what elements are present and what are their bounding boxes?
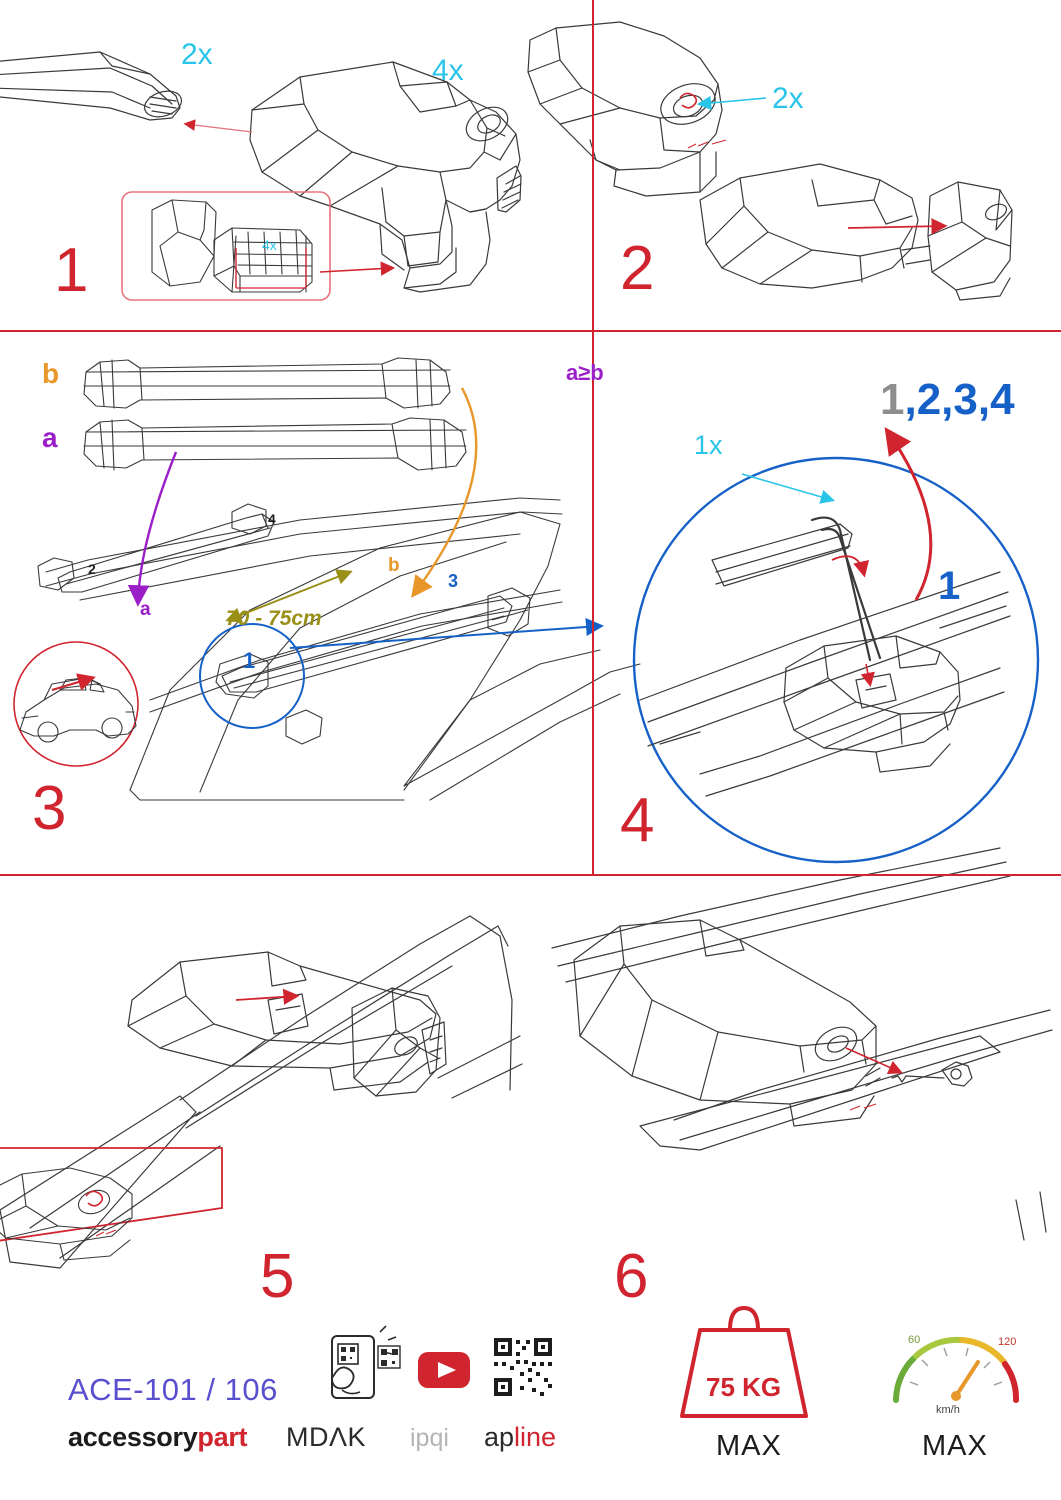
section-divider-v1 [592,330,594,874]
label-a-ge-b: a≥b [566,360,604,385]
zoom-circle-step3 [200,624,304,728]
label-pos-4: 4 [268,511,276,527]
section-divider-2 [0,874,1061,876]
lock-mark [680,93,696,107]
brand-accessory-text: accessory [68,1422,198,1452]
speed-unit-label: km/h [936,1404,960,1416]
label-bar-a: a [42,422,58,453]
brand-part-text: part [197,1422,248,1452]
car-direction-inset [14,642,138,766]
brand-ipqi: ipqi [410,1424,449,1452]
section-divider-v2 [592,0,594,330]
gauge-tick-60: 60 [908,1334,921,1346]
label-a-roof: a [140,599,151,620]
callout-box-step1 [122,192,330,300]
label-b-roof: b [388,555,400,576]
brand-apline [484,1422,556,1453]
label-bar-b: b [42,358,60,389]
qr-code-icon [494,1338,552,1396]
step-number-3: 3 [32,774,68,843]
step-number-5: 5 [260,1242,296,1311]
youtube-icon [418,1352,470,1388]
step-number-4: 4 [620,786,656,855]
label-sequence [880,375,1015,424]
sequence-arrow [888,432,931,600]
assembly-arrow-step2 [848,226,944,228]
label-step4-one: 1 [938,564,961,608]
label-2x-rail: 2x [181,38,213,71]
label-2x-lock: 2x [772,82,804,115]
zoom-arrow [290,626,600,648]
callout-box-step5 [0,1148,222,1242]
max-weight-value: 75 KG [706,1372,782,1402]
label-4x-foot: 4x [432,54,464,87]
brand-ap-text: ap [484,1422,515,1452]
step-number-6: 6 [614,1242,650,1311]
label-1x-lever: 1x [694,430,723,460]
label-4x-insert: 4x [262,237,277,253]
qr-phone-icon [332,1326,400,1398]
brand-accessorypart [68,1422,247,1453]
label-pos-2: 2 [88,561,96,577]
speedometer-icon [896,1340,1016,1401]
max-speed-caption: MAX [922,1430,988,1462]
gauge-tick-120: 120 [998,1336,1017,1348]
product-code: ACE-101 / 106 [68,1372,278,1407]
label-distance: 70 - 75cm [226,607,322,630]
brand-line-text: line [514,1422,557,1452]
step-number-1: 1 [54,236,90,305]
section-divider-1 [0,330,1061,332]
sequence-rest: ,2,3,4 [904,375,1015,424]
detail-circle-step4 [634,458,1038,862]
max-weight-caption: MAX [716,1430,782,1462]
label-pos-3: 3 [448,571,459,591]
step-number-2: 2 [620,234,656,303]
brand-mdak: MDΛK [286,1422,367,1452]
label-pos-1: 1 [243,648,256,673]
sequence-first: 1 [880,375,905,424]
